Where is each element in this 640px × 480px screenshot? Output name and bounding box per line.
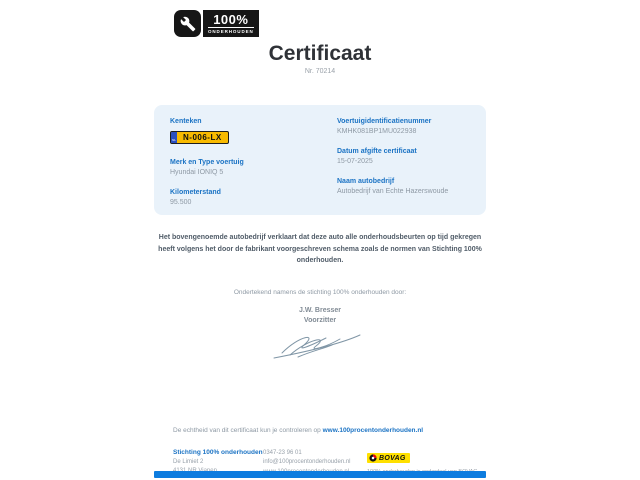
field-kilometerstand bbox=[170, 189, 244, 206]
verify-link[interactable]: www.100procentonderhouden.nl bbox=[322, 427, 424, 434]
autobedrijf-label: Naam autobedrijf bbox=[337, 178, 395, 185]
plate-number: N-006-LX bbox=[183, 133, 222, 142]
page-title: Certificaat bbox=[268, 42, 372, 65]
details-right-column bbox=[337, 118, 448, 208]
field-merk bbox=[170, 159, 244, 176]
vin-value: KMHK081BP1MU022938 bbox=[337, 128, 417, 135]
bovag-label: BOVAG bbox=[379, 454, 406, 462]
details-left-column bbox=[170, 118, 244, 219]
footer-phone: 0347-23 96 01 bbox=[263, 450, 302, 456]
verify-line bbox=[173, 427, 423, 434]
certificate-number: Nr. 70214 bbox=[304, 68, 336, 75]
footer-address-line1: De Limiet 2 bbox=[173, 459, 204, 465]
bovag-emblem-icon bbox=[369, 454, 377, 462]
field-kenteken bbox=[170, 118, 244, 146]
wrench-icon bbox=[174, 10, 201, 37]
declaration-text: Het bovengenoemde autobedrijf verklaart dat deze auto alle onderhoudsbeurten op tijd gekregen heeft volgens het door de fabrikant voorgeschreven schema zoals de normen van Stichting 100% onderhouden. bbox=[158, 234, 482, 265]
field-vin bbox=[337, 118, 448, 135]
signer-name: J.W. Bresser bbox=[298, 307, 342, 314]
footer-email-link[interactable]: info@100procentonderhouden.nl bbox=[263, 459, 351, 466]
logo-100-onderhouden bbox=[174, 10, 259, 37]
vin-label: Voertuigidentificatienummer bbox=[337, 118, 432, 125]
bovag-logo bbox=[367, 453, 410, 463]
km-label: Kilometerstand bbox=[170, 189, 221, 196]
certificate-page bbox=[150, 0, 490, 480]
km-value: 95.500 bbox=[170, 199, 192, 206]
field-datum bbox=[337, 148, 448, 165]
kenteken-label: Kenteken bbox=[170, 118, 202, 125]
signed-intro: Ondertekend namens de stichting 100% onderhouden door: bbox=[233, 289, 407, 296]
bottom-accent-bar bbox=[154, 471, 486, 478]
logo-name-label: ONDERHOUDEN bbox=[208, 29, 254, 34]
details-panel bbox=[154, 105, 486, 215]
logo-percent-label: 100% bbox=[213, 12, 249, 27]
merk-label: Merk en Type voertuig bbox=[170, 159, 244, 166]
signer-role: Voorzitter bbox=[303, 317, 337, 325]
autobedrijf-value: Autobedrijf van Echte Hazerswoude bbox=[337, 188, 449, 195]
datum-label: Datum afgifte certificaat bbox=[337, 148, 417, 155]
verify-text: De echtheid van dit certificaat kun je controleren op bbox=[173, 427, 323, 434]
license-plate bbox=[170, 131, 229, 144]
field-autobedrijf bbox=[337, 178, 448, 195]
footer-org-name: Stichting 100% onderhouden bbox=[173, 449, 263, 456]
logo-text bbox=[203, 10, 259, 37]
merk-value: Hyundai IONIQ 5 bbox=[170, 169, 224, 176]
signature-image bbox=[150, 323, 490, 363]
plate-country-strip: NL bbox=[171, 132, 177, 143]
datum-value: 15-07-2025 bbox=[337, 158, 373, 165]
